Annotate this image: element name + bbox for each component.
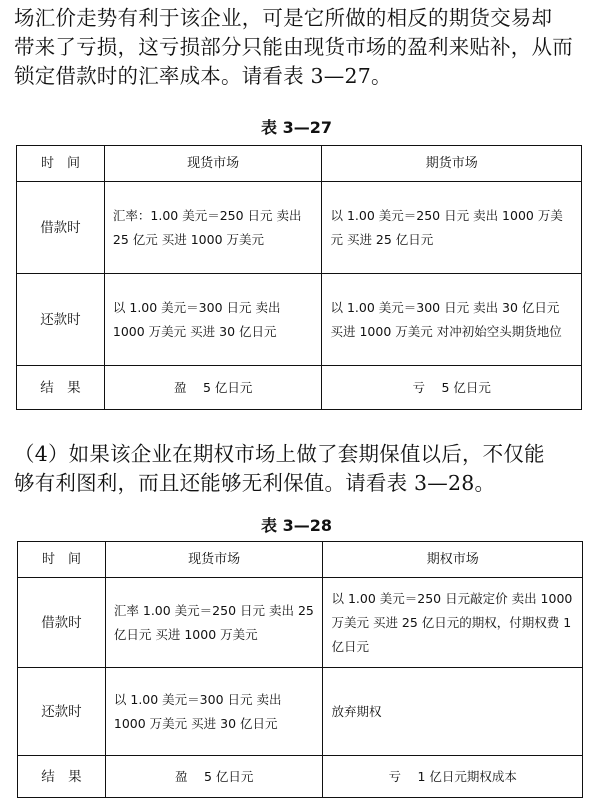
table-row: [18, 668, 583, 756]
intro-line: 带来了亏损，这亏损部分只能由现货市场的盈利来贴补，从而: [14, 35, 573, 59]
spot-cell: 汇率：1.00 美元＝250 日元 卖出 25 亿元 买进 1000 万美元: [104, 182, 322, 274]
spot-result: 盈 5 亿日元: [104, 366, 322, 410]
futures-cell: 以 1.00 美元＝250 日元 卖出 1000 万美元 买进 25 亿日元: [322, 182, 582, 274]
row-label: 还款时: [18, 668, 106, 756]
intro-line: 场汇价走势有利于该企业，可是它所做的相反的期货交易却: [14, 6, 553, 30]
row-label: 结 果: [17, 366, 105, 410]
header-cell-spot: 现货市场: [105, 542, 323, 578]
table-header-row: [18, 542, 583, 578]
middle-line: （4）如果该企业在期权市场上做了套期保值以后，不仅能: [14, 442, 545, 466]
header-cell-time: 时 间: [17, 146, 105, 182]
spot-cell: 汇率 1.00 美元＝250 日元 卖出 25 亿日元 买进 1000 万美元: [105, 578, 323, 668]
table-3-27: [16, 145, 582, 410]
header-cell-spot: 现货市场: [104, 146, 322, 182]
header-cell-futures: 期货市场: [322, 146, 582, 182]
row-label: 结 果: [18, 756, 106, 798]
options-cell: 放弃期权: [323, 668, 583, 756]
table-3-28: [17, 541, 583, 798]
options-result: 亏 1 亿日元期权成本: [323, 756, 583, 798]
table-header-row: [17, 146, 582, 182]
table-row: [17, 274, 582, 366]
table-row: [18, 756, 583, 798]
middle-paragraph: [14, 440, 580, 498]
row-label: 还款时: [17, 274, 105, 366]
table2-caption: 表 3—28: [261, 516, 332, 535]
header-cell-time: 时 间: [18, 542, 106, 578]
header-cell-options: 期权市场: [323, 542, 583, 578]
row-label: 借款时: [18, 578, 106, 668]
options-cell: 以 1.00 美元＝250 日元敲定价 卖出 1000 万美元 买进 25 亿日元的期权，付期权费 1 亿日元: [323, 578, 583, 668]
table-row: [17, 182, 582, 274]
table1-caption: 表 3—27: [261, 118, 332, 137]
spot-result: 盈 5 亿日元: [105, 756, 323, 798]
intro-paragraph: [14, 4, 580, 91]
row-label: 借款时: [17, 182, 105, 274]
middle-line: 够有利图利，而且还能够无利保值。请看表 3—28。: [14, 471, 496, 495]
futures-result: 亏 5 亿日元: [322, 366, 582, 410]
intro-line: 锁定借款时的汇率成本。请看表 3—27。: [14, 64, 392, 88]
table-row: [17, 366, 582, 410]
spot-cell: 以 1.00 美元＝300 日元 卖出 1000 万美元 买进 30 亿日元: [105, 668, 323, 756]
table-row: [18, 578, 583, 668]
futures-cell: 以 1.00 美元＝300 日元 卖出 30 亿日元 买进 1000 万美元 对冲初始空头期货地位: [322, 274, 582, 366]
spot-cell: 以 1.00 美元＝300 日元 卖出 1000 万美元 买进 30 亿日元: [104, 274, 322, 366]
